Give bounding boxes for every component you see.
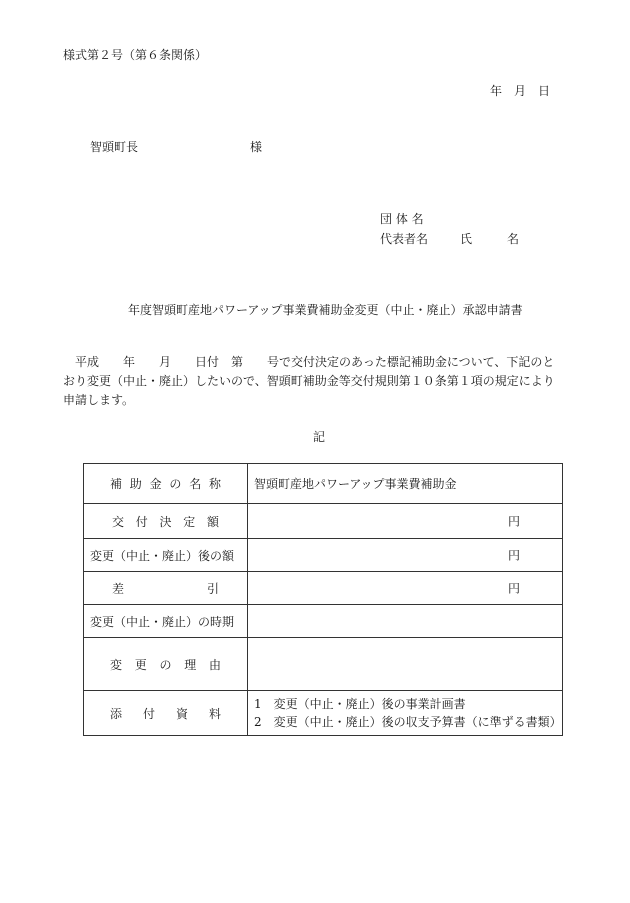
value-attachments [248,691,563,736]
attachment-item: 1 変更（中止・廃止）後の事業計画書 [254,697,466,711]
label-char: の [169,477,182,491]
table-row [84,638,563,691]
label-char: 変 [110,657,123,672]
record-mark: 記 [313,430,326,444]
representative-line [380,232,520,246]
label-char: の [159,657,172,672]
label-char: 額 [206,514,219,529]
table-row [84,464,563,504]
label-char: 差 [112,581,125,596]
value-change-timing[interactable] [248,605,563,638]
yen-unit: 円 [507,514,520,529]
label-char: 引 [206,581,219,596]
table-row [84,504,563,539]
addressee-name: 智頭町長 [90,140,139,154]
label-subsidy-name [84,464,248,504]
label-change-timing: 変更（中止・廃止）の時期 [84,605,248,638]
value-change-reason[interactable] [248,638,563,691]
attachment-item: 2 変更（中止・廃止）後の収支予算書（に準ずる書類） [254,715,562,729]
label-attachments [84,691,248,736]
date-line: 年 月 日 [490,84,551,98]
yen-unit: 円 [507,581,520,596]
document-title: 年度智頭町産地パワーアップ事業費補助金変更（中止・廃止）承認申請書 [128,303,523,317]
label-char: 付 [142,706,155,721]
label-char: 料 [208,706,221,721]
value-grant-decision-amount[interactable] [248,504,563,539]
body-paragraph: 平成 年 月 日付 第 号で交付決定のあった標記補助金について、下記のとおり変更（中止・廃止）したいので、智頭町補助金等交付規則第１０条第１項の規定により申請します。 [63,355,555,407]
representative-label: 代表者名 [380,232,429,246]
value-subsidy-name: 智頭町産地パワーアップ事業費補助金 [248,464,563,504]
table-row [84,572,563,605]
organization-label: 団 体 名 [380,212,424,226]
addressee-honorific: 様 [250,140,263,154]
label-difference [84,572,248,605]
label-char: 助 [129,477,142,491]
addressee [90,140,263,154]
value-amount-after-change[interactable] [248,539,563,572]
label-char: 補 [110,477,123,491]
label-char: 付 [135,514,148,529]
name-label-char-2: 名 [507,232,520,246]
label-char: 添 [110,706,123,721]
label-char: 資 [175,706,188,721]
value-difference[interactable] [248,572,563,605]
label-char: 金 [149,477,162,491]
table-row [84,539,563,572]
label-char: 名 [189,477,202,491]
label-char: 理 [184,657,197,672]
label-char: 由 [208,657,221,672]
form-number: 様式第２号（第６条関係） [63,48,208,62]
label-char: 定 [183,514,196,529]
label-grant-decision-amount [84,504,248,539]
label-amount-after-change: 変更（中止・廃止）後の額 [84,539,248,572]
yen-unit: 円 [507,548,520,563]
label-char: 決 [159,514,172,529]
label-change-reason [84,638,248,691]
label-char: 称 [208,477,221,491]
label-char: 交 [112,514,125,529]
table-row [84,691,563,736]
table-row [84,605,563,638]
name-label-char-1: 氏 [460,232,473,246]
label-char: 更 [134,657,147,672]
application-table [83,463,563,736]
